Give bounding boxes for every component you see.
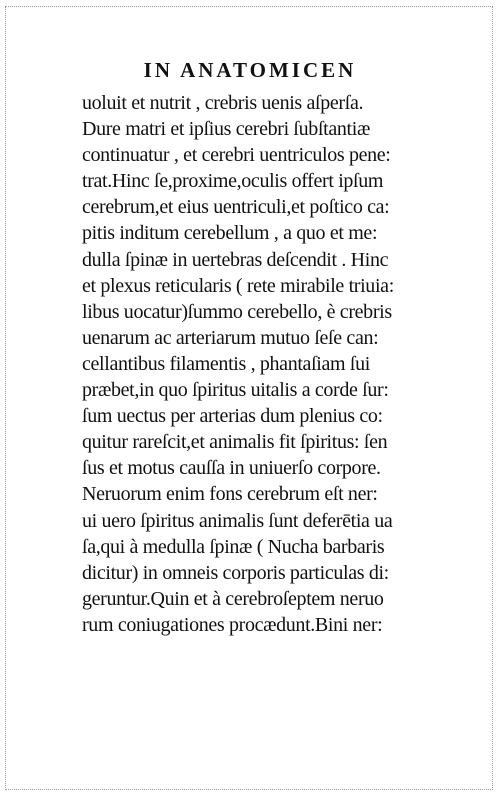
text-line: ſa,qui à medulla ſpinæ ( Nucha barbaris xyxy=(82,535,385,558)
body-text xyxy=(82,90,458,638)
text-line: ſum uectus per arterias dum plenius co: xyxy=(82,405,383,428)
text-line: Dure matri et ipſius cerebri ſubſtantiæ xyxy=(82,118,370,141)
text-line: dicitur) in omneis corporis particulas di: xyxy=(82,561,389,584)
running-head: IN ANATOMICEN xyxy=(143,58,357,82)
text-line: trat.Hinc ſe,proxime,oculis offert ipſum xyxy=(82,170,384,193)
text-line: quitur rareſcit,et animalis fit ſpiritus: ſen xyxy=(82,431,388,454)
text-line: pitis inditum cerebellum , a quo et me: xyxy=(82,222,378,245)
text-line: continuatur , et cerebri uentriculos pene: xyxy=(82,144,391,167)
text-line: uoluit et nutrit , crebris uenis aſperſa. xyxy=(82,92,364,114)
text-line: geruntur.Quin et à cerebroſeptem neruo xyxy=(82,587,384,610)
text-line: et plexus reticularis ( rete mirabile triuia: xyxy=(82,274,394,297)
text-line: uenarum ac arteriarum mutuo ſeſe can: xyxy=(82,326,379,349)
text-line: ſus et motus cauſſa in uniuerſo corpore. xyxy=(82,457,381,480)
text-line: dulla ſpinæ in uertebras deſcendit . Hinc xyxy=(82,248,389,271)
text-line: ui uero ſpiritus animalis ſunt deferētia ua xyxy=(82,509,393,532)
text-line: præbet,in quo ſpiritus uitalis a corde ſur: xyxy=(82,379,389,402)
text-line: Neruorum enim fons cerebrum eſt ner: xyxy=(82,483,378,506)
text-line: cerebrum,et eius uentriculi,et poſtico ca: xyxy=(82,196,390,219)
text-line: libus uocatur)ſummo cerebello, è crebris xyxy=(82,300,392,323)
text-line: rum coniugationes procædunt.Bini ner: xyxy=(82,613,383,636)
text-line: cellantibus filamentis , phantaſiam ſui xyxy=(82,352,370,375)
